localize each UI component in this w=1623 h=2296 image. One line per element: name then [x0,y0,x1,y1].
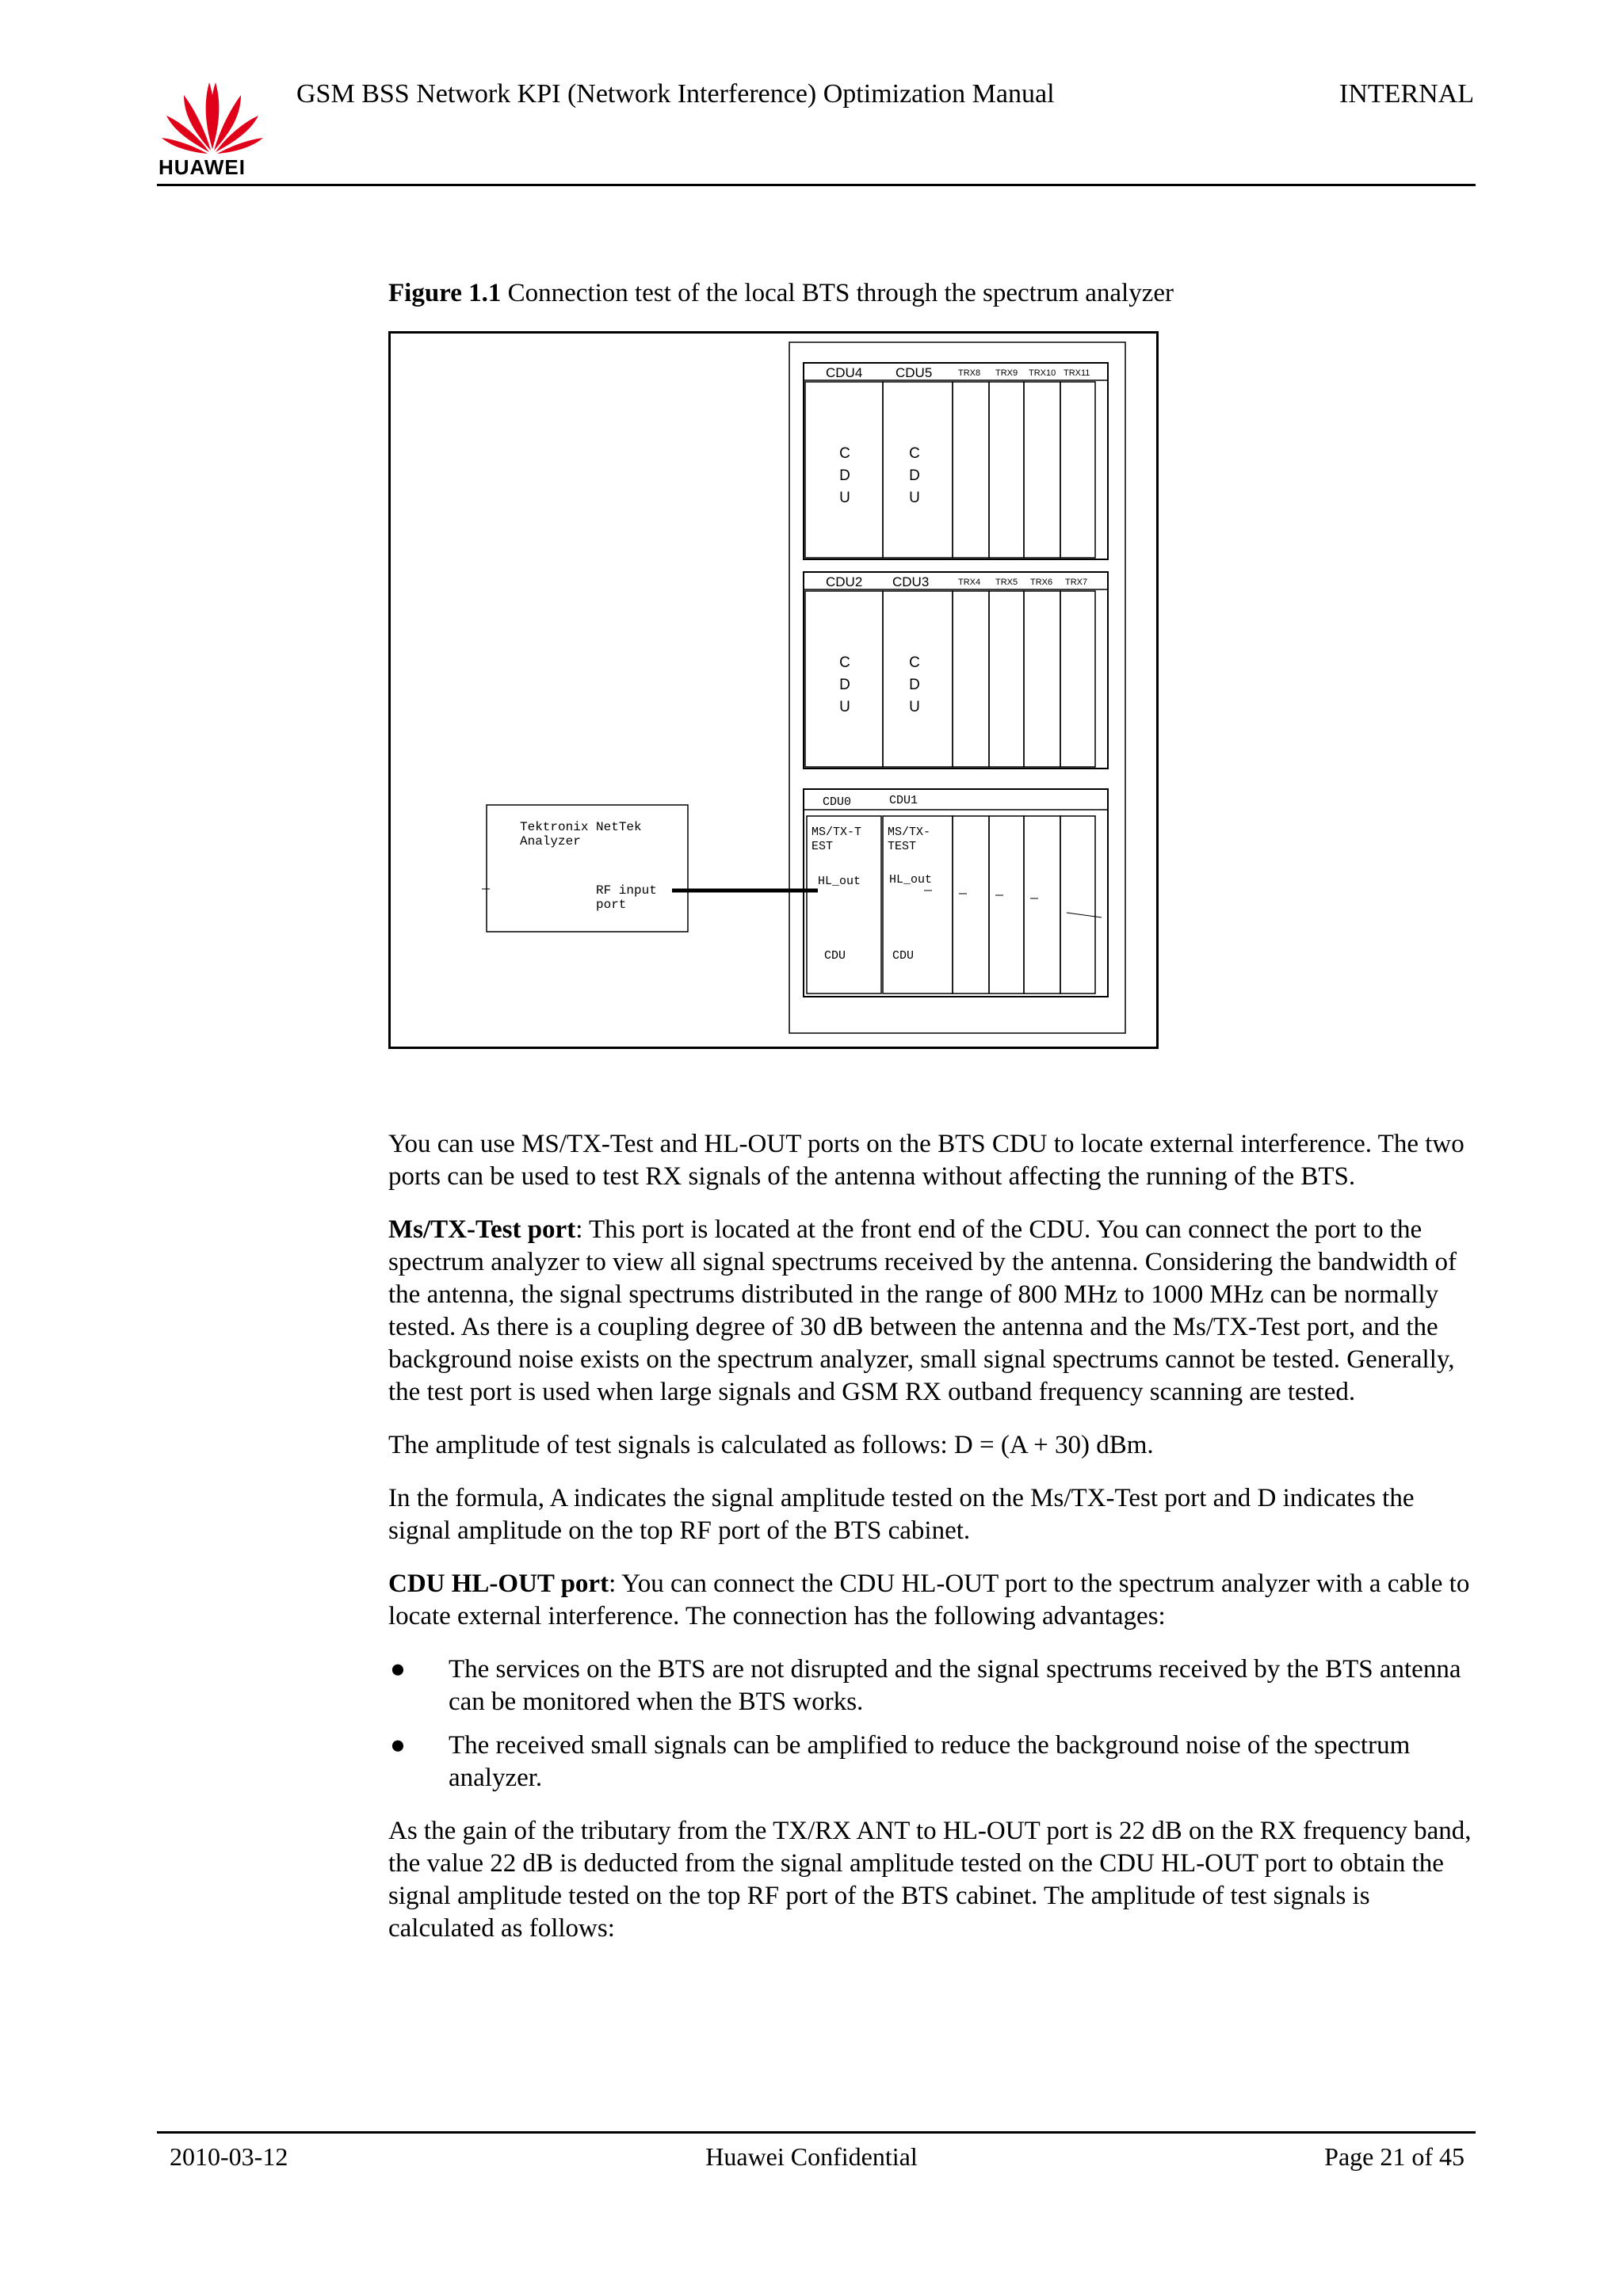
cdu-vertical-d: D [839,677,850,693]
body-text [388,1128,1482,1966]
cdu-vertical-c: C [839,654,850,671]
classification-label: INTERNAL [1339,79,1474,109]
cdu5-label: CDU5 [896,365,933,380]
trx11-label: TRX11 [1064,368,1090,378]
cdu-vertical-c: C [839,445,850,462]
trx9-label: TRX9 [995,368,1018,378]
list-item-text: The received small signals can be amplified to reduce the background noise of the spectrum analyzer. [449,1731,1411,1792]
logo-wordmark: HUAWEI [158,155,246,179]
footer-date: 2010-03-12 [170,2142,288,2171]
term-ms-tx-test-port: Ms/TX-Test port [388,1215,576,1244]
paragraph-intro: You can use MS/TX-Test and HL-OUT ports on the BTS CDU to locate external interference. The two ports can be used to test RX signals of the antenna without affecting the running of the BTS. [388,1130,1465,1191]
document-title: GSM BSS Network KPI (Network Interference) Optimization Manual [296,79,1055,109]
cdu2-label: CDU2 [826,574,863,589]
cdu3-label: CDU3 [892,574,930,589]
cdu0-label: CDU0 [823,795,852,809]
cdu-vertical-u: U [909,490,920,506]
footer-confidential: Huawei Confidential [705,2142,918,2171]
trx5-label: TRX5 [995,578,1018,587]
trx8-label: TRX8 [958,368,981,378]
cdu-vertical-c: C [909,654,920,671]
page-number: Page 21 of 45 [1324,2142,1465,2171]
hl-out-a-label: HL_out [818,875,861,888]
list-item-text: The services on the BTS are not disrupted and the signal spectrums received by the BTS antenna can be monitored when the BTS works. [449,1655,1461,1716]
paragraph-hl-out [388,1568,1482,1633]
cdu-vertical-d: D [839,467,850,484]
cdu-vertical-u: U [839,490,850,506]
figure-caption [388,279,1174,308]
footer-divider [157,2131,1476,2134]
cdu-b-label: CDU [892,949,915,963]
paragraph-ms-tx-test [388,1214,1482,1409]
list-item [388,1653,1482,1718]
trx6-label: TRX6 [1030,578,1053,587]
cdu-vertical-u: U [839,699,850,715]
list-item [388,1730,1482,1794]
cdu-a-label: CDU [824,949,846,963]
cdu1-label: CDU1 [889,794,918,807]
trx10-label: TRX10 [1029,368,1056,378]
rf-input-port-line2: port [596,898,627,912]
bullet-icon: ● [390,1655,406,1684]
ms-tx-test-a-line1: MS/TX-T [812,826,862,839]
figure-frame [390,333,1158,1048]
term-cdu-hl-out-port: CDU HL-OUT port [388,1569,609,1598]
analyzer-name-line1: Tektronix NetTek [520,820,642,834]
analyzer-name-line2: Analyzer [520,834,581,849]
cdu-vertical-d: D [909,467,920,484]
bts-connection-diagram [388,331,1159,1049]
bullet-icon: ● [390,1731,406,1760]
trx4-label: TRX4 [958,578,981,587]
ms-tx-test-b-line1: MS/TX- [888,826,931,839]
cdu-vertical-u: U [909,699,920,715]
advantages-list [388,1653,1482,1794]
hl-out-b-label: HL_out [889,873,933,887]
figure-number: Figure 1.1 [388,279,502,307]
paragraph-formula-explanation: In the formula, A indicates the signal amplitude tested on the Ms/TX-Test port and D indicates the signal amplitude on the top RF port of the BTS cabinet. [388,1484,1415,1545]
paragraph-formula: The amplitude of test signals is calculated as follows: D = (A + 30) dBm. [388,1431,1154,1459]
trx7-label: TRX7 [1065,578,1088,587]
figure-caption-text: Connection test of the local BTS through the spectrum analyzer [507,279,1174,307]
cdu-vertical-c: C [909,445,920,462]
header-divider [157,184,1476,186]
paragraph-ms-tx-test-text: : This port is located at the front end of the CDU. You can connect the port to the spectrum analyzer to view all signal spectrums received by the antenna. Considering the bandwidth of the antenna, the signal spectrums distributed in the range of 800 MHz to 1000 MHz can be normally tested. As there is a coupling degree of 30 dB between the antenna and the Ms/TX-Test port, and the background noise exists on the spectrum analyzer, small signal spectrums cannot be tested. Generally, the test port is used when large signals and GSM RX outband frequency scanning are tested. [388,1215,1457,1406]
cdu4-label: CDU4 [826,365,863,380]
rf-input-port-line1: RF input [596,883,657,898]
ms-tx-test-a-line2: EST [812,840,834,853]
paragraph-hl-out-text: : You can connect the CDU HL-OUT port to the spectrum analyzer with a cable to locate external interference. The connection has the following advantages: [388,1569,1470,1630]
cdu-vertical-d: D [909,677,920,693]
ms-tx-test-b-line2: TEST [888,840,917,853]
paragraph-gain: As the gain of the tributary from the TX/RX ANT to HL-OUT port is 22 dB on the RX frequency band, the value 22 dB is deducted from the signal amplitude tested on the CDU HL-OUT port to obtain the signal amplitude tested on the top RF port of the BTS cabinet. The amplitude of test signals is calculated as follows: [388,1817,1472,1943]
